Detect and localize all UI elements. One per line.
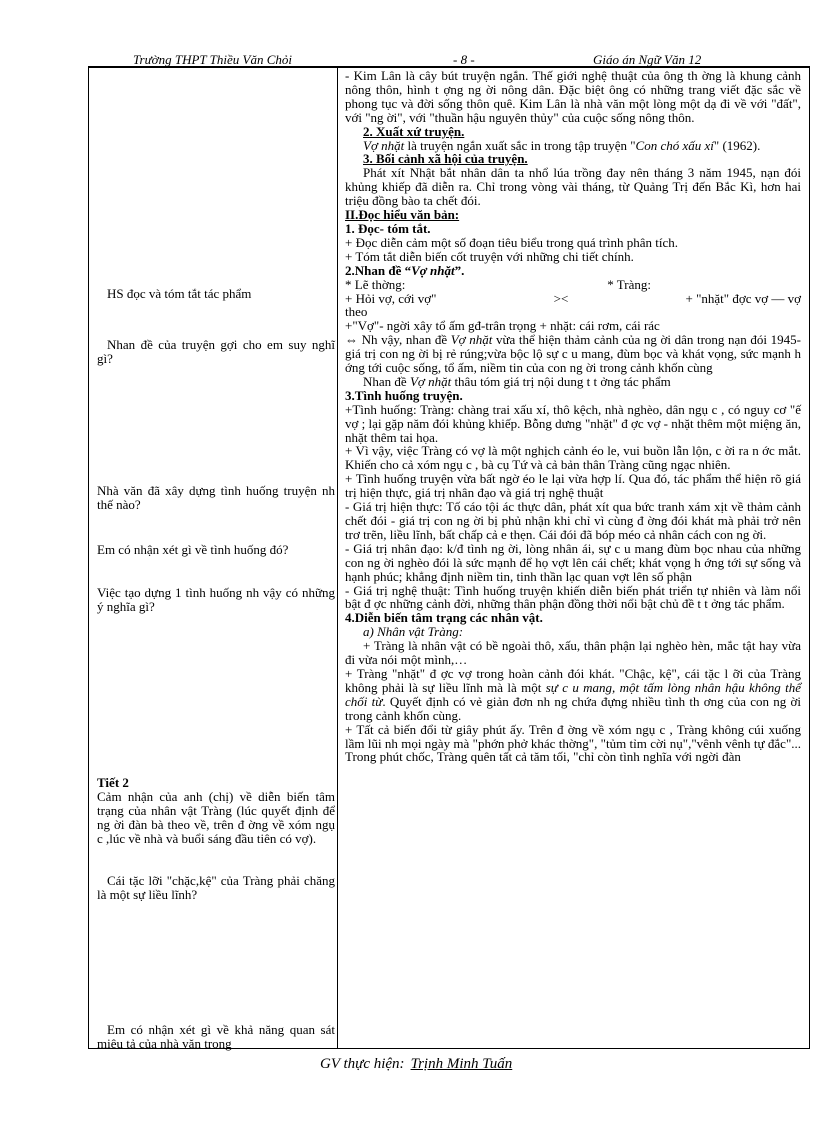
lesson-table bbox=[88, 67, 810, 1049]
origin-text: Vợ nhặt là truyện ngắn xuất sắc in trong tập truyện "Con chó xấu xí" (1962). bbox=[363, 137, 761, 153]
comparison-headings bbox=[345, 278, 801, 292]
common-sense-label: * Lẽ thờng: bbox=[345, 276, 406, 292]
character-trang-heading: a) Nhân vật Tràng: bbox=[363, 624, 464, 640]
teacher-label: GV thực hiện: bbox=[320, 1056, 405, 1072]
question-title-meaning: Nhan đề của truyện gợi cho em suy nghĩ gì? bbox=[97, 337, 335, 366]
reading-item-1: + Đọc diễn cảm một số đoạn tiêu biểu trong quá trình phân tích. bbox=[345, 234, 678, 250]
reading-heading: 1. Đọc- tóm tắt. bbox=[345, 220, 431, 236]
situation-heading: 3.Tình huống truyện. bbox=[345, 387, 463, 403]
comparison-row-cont: theo bbox=[345, 304, 368, 320]
value-humanism: - Giá trị nhân đạo: k/đ tình ng ời, lòng nhân ái, sự c u mang đùm bọc nhau của những con ng ời nghèo đói là sức mạnh để họ vợt lên cái chết; khát vọng h ớng tới sự sống và hạnh phúc; khẳng định niềm tin, tinh thần lạc quan vợt lên số phận bbox=[345, 540, 801, 584]
school-name: Trường THPT Thiều Văn Chỏi bbox=[133, 52, 292, 67]
question-trang-feelings: Cảm nhận của anh (chị) về diễn biến tâm trạng của nhân vật Tràng (lúc quyết định để ng ời đàn bà theo về, trên đ ờng về xóm ngụ c ,lúc về nhà và buổi sáng đầu tiên có vợ). bbox=[97, 789, 335, 846]
author-intro: - Kim Lân là cây bút truyện ngắn. Thế giới nghệ thuật của ông th ờng là khung cảnh nông thôn, hình t ợng ng ời nông dân. Đặc biệt ông có những trang viết đặc sắc về phong tục và đời sống thôn quê. Kim Lân là nhà văn một lòng một dạ đi về với "đất", với "ng ời", với "thuần hậu nguyên thủy" của cuộc sống nông thôn. bbox=[345, 68, 801, 125]
picked-wife-text: + "nhặt" đợc vợ — vợ bbox=[685, 290, 801, 306]
ask-wife-text: + Hỏi vợ, cới vợ" bbox=[345, 290, 437, 306]
comparison-row bbox=[345, 292, 801, 306]
title-section-heading: 2.Nhan đề “Vợ nhặt”. bbox=[345, 262, 465, 278]
question-read-summary: HS đọc và tóm tắt tác phẩm bbox=[107, 286, 252, 301]
title-conclusion: ⇔ Nh vậy, nhan đề Vợ nhặt vừa thể hiện thảm cảnh của ng ời dân trong nạn đói 1945- giá trị con ng ời bị rẻ rúng;vừa bộc lộ sự c u mang, đùm bọc và khát vọng, sức mạnh h ớng tới cuộc sống, tổ ấm, niềm tin của con ng ời trong cảnh khốn cùng bbox=[345, 332, 801, 376]
teacher-questions-column bbox=[89, 68, 338, 1049]
value-realism: - Giá trị hiện thực: Tố cáo tội ác thực dân, phát xít qua bức tranh xám xịt về thảm cảnh chết đói - giá trị con ng ời bị phủ nhận khi chỉ vì cùng đ ờng đói khát mà phải trở nên trơ trẽn, liều lĩnh, bất chấp cả e thẹn. Cái đói đã bóp méo cả nhân cách con ng ời. bbox=[345, 499, 801, 542]
page-number: - 8 - bbox=[453, 52, 475, 67]
page-footer bbox=[320, 1056, 512, 1073]
lesson-period-label: Tiết 2 bbox=[97, 775, 129, 790]
question-situation-comment: Em có nhận xét gì về tình huống đó? bbox=[97, 542, 289, 557]
question-tac-loi: Cái tặc lỡi "chặc,kệ" của Tràng phải chăng là một sự liều lĩnh? bbox=[97, 873, 335, 902]
value-artistic: - Giá trị nghệ thuật: Tình huống truyện khiến diễn biến phát triển tự nhiên và làm nổi bật đ ợc những cảnh đời, những thân phận đồng thời nổi bật chủ đề t t ởng tác phẩm. bbox=[345, 582, 801, 612]
subject-name: Giáo án Ngữ Văn 12 bbox=[593, 52, 702, 67]
question-observation: Em có nhận xét gì về khả năng quan sát miêu tả của nhà văn trong bbox=[97, 1022, 335, 1051]
lesson-content-column bbox=[338, 68, 810, 1049]
title-summary: Nhan đề Vợ nhặt thâu tóm giá trị nội dung t t ởng tác phẩm bbox=[363, 373, 671, 389]
wife-meaning: +"Vợ"- ngời xây tổ ấm gđ-trân trọng + nhặt: cái rơm, cái rác bbox=[345, 318, 660, 334]
feelings-heading: 4.Diễn biến tâm trạng các nhân vật. bbox=[345, 610, 543, 626]
situation-item-3: + Tình huống truyện vừa bất ngờ éo le lại vừa hợp lí. Qua đó, tác phẩm thể hiện rõ giá trị hiện thực, giá trị nhân đạo và giá trị nghệ thuật bbox=[345, 471, 801, 501]
section-origin-heading: 2. Xuất xứ truyện. bbox=[363, 123, 465, 139]
feelings-item-1: + Tràng là nhân vật có bề ngoài thô, xấu, thân phận lại nghèo hèn, mắc tật hay vừa đi vừa nói một mình,… bbox=[345, 638, 801, 668]
contrast-symbol: >< bbox=[553, 290, 569, 306]
feelings-item-2: + Tràng "nhặt" đ ợc vợ trong hoàn cảnh đói khát. "Chậc, kệ", cái tặc l ỡi của Tràng không phải là sự liều lĩnh mà là một sự c u mang, một tấm lòng nhân hậu không thể chối từ. Quyết định có vẻ giản đơn nh ng chứa đựng nhiều tình th ơng của con ng ời trong cảnh khốn cùng. bbox=[345, 665, 802, 723]
situation-item-2: + Vì vậy, việc Tràng có vợ là một nghịch cảnh éo le, vui buồn lẫn lộn, c ời ra n ớc mắt. Khiến cho cả xóm ngụ c , bà cụ Tứ và cả bản thân Tràng cũng ngạc nhiên. bbox=[345, 443, 801, 473]
context-text: Phát xít Nhật bắt nhân dân ta nhổ lúa trồng đay nên tháng 3 năm 1945, nạn đói khủng khiếp đã diễn ra. Chỉ trong vòng vài tháng, từ Quảng Trị đến Bắc Kì, hơn hai triệu đồng bào ta chết đói. bbox=[345, 165, 801, 209]
reading-item-2: + Tóm tắt diễn biến cốt truyện với những chi tiết chính. bbox=[345, 248, 634, 264]
situation-item-1: +Tình huống: Tràng: chàng trai xấu xí, thô kệch, nhà nghèo, dân ngụ c , có nguy cơ "ế vợ ; lại gặp năm đói khủng khiếp. Bỗng dưng "nhặt" đ ợc vợ - nhặt thêm một miệng ăn, nhặt thêm tai họa. bbox=[345, 401, 801, 445]
feelings-item-3: + Tất cả biến đổi từ giây phút ấy. Trên đ ờng về xóm ngụ c , Tràng không cúi xuống lầm lũi nh mọi ngày mà "phớn phở khác thờng", "tủm tỉm cời nụ","vênh vênh tự đắc"... Trong phút chốc, Tràng quên tất cả tăm tối, "chỉ còn tình nghĩa với ngời đàn bbox=[345, 721, 801, 765]
teacher-name: Trịnh Minh Tuấn bbox=[410, 1056, 513, 1072]
part-two-heading: II.Đọc hiểu văn bản: bbox=[345, 207, 460, 223]
question-situation-building: Nhà văn đã xây dựng tình huống truyện nh thế nào? bbox=[97, 483, 335, 512]
trang-label: * Tràng: bbox=[607, 276, 651, 292]
section-context-heading: 3. Bối cảnh xã hội của truyện. bbox=[363, 151, 528, 167]
question-situation-meaning: Việc tạo dựng 1 tình huống nh vậy có những ý nghĩa gì? bbox=[97, 585, 335, 614]
